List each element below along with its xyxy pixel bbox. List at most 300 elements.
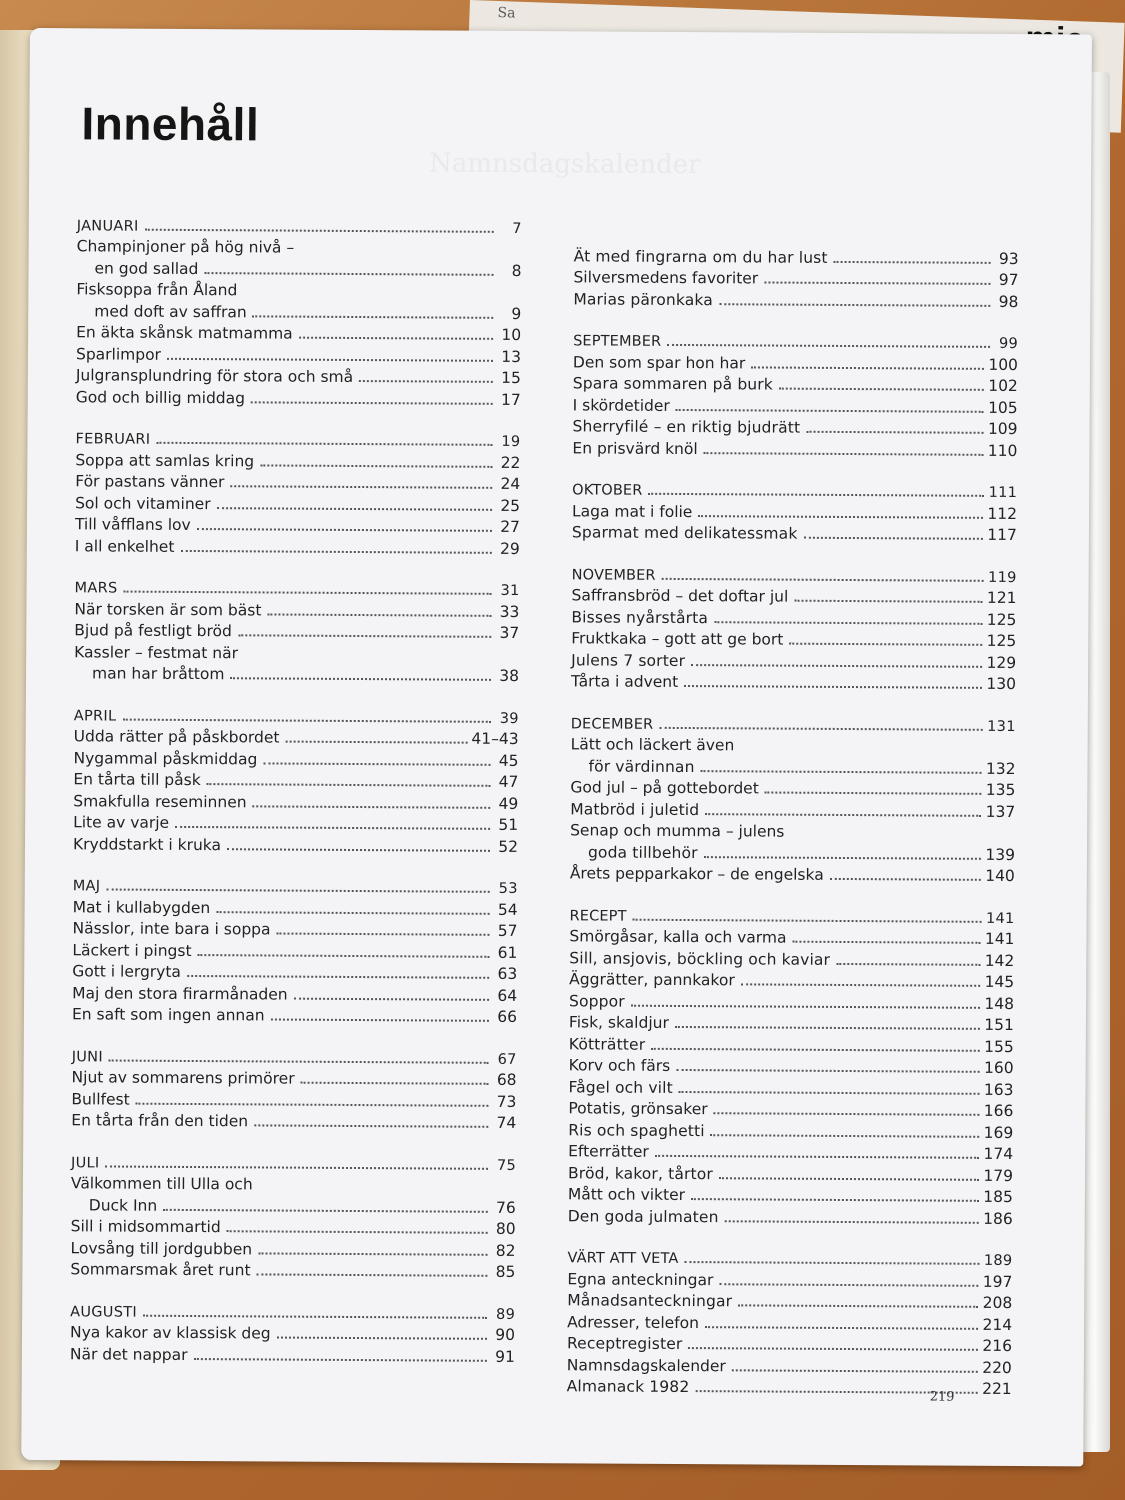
dot-leader: [701, 755, 982, 774]
dot-leader: [765, 777, 982, 795]
toc-entry: [73, 894, 518, 918]
toc-page-number: 105: [988, 398, 1018, 417]
toc-entry: [568, 1096, 1013, 1120]
dot-leader: [651, 1032, 980, 1051]
dot-leader: [123, 576, 491, 595]
dot-leader: [198, 939, 490, 958]
toc-entry: [571, 626, 1016, 650]
dot-leader: [106, 873, 489, 892]
toc-entry-title: Njut av sommarens primörer: [71, 1068, 295, 1088]
toc-entry-title: OKTOBER: [572, 482, 643, 499]
dot-leader: [180, 534, 491, 553]
dot-leader: [714, 1097, 980, 1116]
dot-leader: [648, 478, 984, 497]
toc-entry: [72, 937, 517, 961]
toc-page-number: 102: [988, 376, 1018, 396]
toc-entry-title: Nässlor, inte bara i soppa: [72, 919, 271, 939]
dot-leader: [238, 619, 492, 638]
toc-entry-title: Sparmat med delikatessmak: [571, 523, 798, 543]
dot-leader: [143, 1299, 487, 1318]
toc-page-number: 76: [496, 1198, 516, 1217]
toc-month-heading: [70, 1298, 515, 1322]
toc-entry-title: Smakfulla reseminnen: [73, 791, 247, 811]
toc-entry: [568, 1139, 1013, 1163]
toc-entry: [71, 1214, 516, 1238]
toc-page-number: 93: [998, 249, 1019, 268]
toc-page-number: 100: [988, 355, 1019, 374]
dot-leader: [741, 968, 981, 986]
toc-entry-title: I all enkelhet: [74, 536, 175, 556]
toc-entry-title: Lite av varje: [73, 813, 170, 832]
dot-leader: [167, 342, 493, 361]
toc-page-number: 22: [500, 453, 521, 472]
toc-page-number: 141: [984, 929, 1015, 949]
dot-leader: [711, 1119, 980, 1138]
dot-leader: [243, 280, 493, 297]
toc-entry-title: APRIL: [73, 707, 117, 725]
toc-entry-title: En tårta från den tiden: [71, 1111, 249, 1131]
toc-entry: [567, 1309, 1012, 1333]
toc-entry: [75, 512, 520, 536]
toc-section: [571, 561, 1017, 693]
toc-entry: [72, 980, 517, 1004]
toc-page-number: 66: [497, 1007, 518, 1026]
toc-entry-title: MARS: [74, 580, 118, 597]
toc-page-number: 129: [986, 653, 1017, 672]
toc-entry: [77, 234, 522, 258]
toc-entry-title: Duck Inn: [88, 1195, 158, 1215]
dot-leader: [725, 1205, 980, 1224]
toc-entry: [71, 1171, 516, 1195]
newspaper-snippet: Sa: [497, 4, 516, 22]
dot-leader: [145, 213, 494, 232]
toc-entry-title: Namnsdagskalender: [566, 1355, 726, 1375]
toc-page-number: 174: [983, 1144, 1014, 1164]
toc-page-number: 31: [500, 582, 520, 600]
toc-entry-title: När torsken är som bäst: [74, 599, 262, 619]
dot-leader: [251, 386, 493, 404]
toc-right-column: [567, 243, 1019, 1418]
toc-entry-title: Sol och vitaminer: [75, 493, 211, 513]
dot-leader: [217, 492, 493, 511]
dot-leader: [688, 1332, 978, 1351]
toc-entry: [74, 661, 519, 685]
toc-month-heading: [74, 702, 519, 726]
toc-entry-title: VÄRT ATT VETA: [567, 1250, 679, 1267]
toc-entry: [569, 967, 1014, 991]
dot-leader: [719, 1268, 979, 1287]
dot-leader: [705, 1311, 979, 1330]
dot-leader: [230, 662, 491, 681]
toc-entry-title: Kassler – festmat när: [74, 642, 239, 662]
toc-page-number: 90: [495, 1325, 516, 1344]
toc-entry: [570, 775, 1015, 799]
toc-entry-title: MAJ: [72, 878, 101, 895]
toc-entry-title: Fisksoppa från Åland: [76, 280, 238, 300]
toc-page-number: 208: [982, 1293, 1013, 1313]
toc-page-number: 9: [511, 304, 522, 323]
dot-leader: [667, 329, 990, 348]
toc-page-number: 119: [988, 569, 1017, 586]
toc-section: [568, 902, 1015, 1227]
toc-section: [74, 575, 520, 685]
toc-page-number: 166: [983, 1101, 1014, 1121]
toc-page-number: 112: [987, 504, 1018, 523]
toc-section: [73, 702, 519, 855]
dot-leader: [803, 522, 983, 540]
toc-entry-title: Lovsång till jordgubben: [70, 1238, 253, 1258]
toc-page-number: 82: [495, 1241, 516, 1260]
toc-entry: [76, 320, 521, 344]
toc-page-number: 7: [512, 220, 522, 237]
toc-page-number: 151: [984, 1015, 1014, 1035]
toc-page-number: 67: [497, 1051, 517, 1068]
dot-leader: [136, 1087, 489, 1106]
toc-entry: [569, 945, 1014, 969]
toc-page-number: 169: [983, 1123, 1014, 1142]
toc-month-heading: [572, 477, 1017, 501]
toc-section: [572, 328, 1018, 460]
toc-page-number: 53: [498, 880, 518, 897]
toc-entry-title: Maj den stora firarmånaden: [72, 983, 288, 1004]
toc-page-number: 214: [982, 1315, 1013, 1334]
toc-page-number: 38: [499, 666, 520, 685]
toc-page-number: 19: [501, 433, 521, 451]
toc-entry: [568, 1203, 1013, 1227]
dot-leader: [299, 322, 494, 340]
toc-entry: [570, 839, 1015, 863]
dot-leader: [258, 1237, 488, 1255]
dot-leader: [790, 822, 987, 838]
dot-leader: [691, 649, 982, 668]
dot-leader: [230, 470, 492, 489]
dot-leader: [271, 1003, 489, 1021]
dot-leader: [263, 747, 490, 765]
dot-leader: [285, 726, 467, 744]
toc-page-number: 64: [497, 986, 518, 1005]
dot-leader: [779, 373, 984, 391]
toc-entry: [73, 810, 518, 834]
toc-entry: [571, 647, 1016, 671]
toc-entry-title: För pastans vänner: [75, 472, 225, 492]
toc-section: [71, 1043, 517, 1132]
dot-leader: [197, 513, 492, 532]
toc-entry-title: Soppor: [569, 991, 625, 1011]
toc-page-number: 132: [985, 759, 1016, 778]
toc-page-number: 89: [496, 1306, 516, 1323]
toc-entry: [573, 414, 1018, 438]
toc-page-number: 74: [496, 1113, 517, 1132]
dot-leader: [679, 1075, 980, 1094]
toc-month-heading: [75, 426, 520, 450]
toc-entry: [574, 243, 1019, 267]
toc-month-heading: [72, 1043, 517, 1067]
toc-page-number: 135: [985, 780, 1016, 800]
toc-entry-title: Ris och spaghetti: [568, 1120, 705, 1140]
toc-entry-title: AUGUSTI: [70, 1303, 138, 1321]
toc-entry-title: Tårta i advent: [570, 672, 679, 691]
toc-entry-title: En tårta till påsk: [73, 770, 201, 790]
toc-entry: [76, 277, 521, 301]
toc-page-number: 61: [497, 943, 518, 962]
toc-month-heading: [570, 902, 1015, 926]
toc-entry-title: Lätt och läckert även: [570, 735, 735, 755]
toc-page-number: 8: [511, 261, 522, 280]
toc-entry-title: NOVEMBER: [571, 566, 656, 584]
dot-leader: [109, 1044, 489, 1063]
toc-entry: [572, 435, 1017, 459]
toc-page-number: 25: [500, 496, 521, 515]
toc-entry: [74, 724, 519, 748]
toc-section: [572, 477, 1017, 544]
toc-entry: [573, 392, 1018, 416]
toc-entry-title: Kötträtter: [568, 1034, 646, 1054]
toc-entry-title: Läckert i pingst: [72, 940, 192, 960]
toc-entry: [569, 988, 1014, 1012]
dot-leader: [277, 918, 490, 936]
toc-entry: [567, 1266, 1012, 1290]
dot-leader: [260, 449, 492, 467]
toc-month-heading: [73, 873, 518, 897]
dot-leader: [194, 1343, 487, 1362]
toc-page-number: 29: [500, 539, 520, 558]
toc-entry: [76, 384, 521, 408]
toc-page-number: 137: [985, 802, 1016, 821]
toc-section: [570, 710, 1016, 885]
dot-leader: [691, 1183, 979, 1202]
dot-leader: [740, 735, 987, 752]
dot-leader: [277, 1322, 487, 1340]
toc-page-number: 111: [988, 484, 1018, 502]
toc-page-number: 125: [986, 631, 1017, 651]
toc-entry-title: Bullfest: [71, 1089, 130, 1109]
dot-leader: [216, 896, 490, 915]
toc-entry-title: FEBRUARI: [75, 431, 151, 448]
toc-month-heading: [75, 575, 520, 599]
toc-entry-title: Sparlimpor: [75, 344, 162, 364]
toc-entry-title: En prisvärd knöl: [572, 438, 698, 458]
toc-entry: [570, 753, 1015, 777]
toc-page-number: 160: [984, 1058, 1014, 1078]
toc-entry-title: Bisses nyårstårta: [571, 607, 709, 627]
toc-entry-title: med doft av saffran: [94, 301, 247, 321]
toc-page-number: 121: [986, 588, 1017, 608]
dot-leader: [662, 562, 985, 581]
toc-page-number: 15: [501, 368, 521, 388]
toc-entry: [568, 1160, 1013, 1184]
toc-entry-title: Silversmedens favoriter: [573, 268, 759, 288]
toc-month-heading: [571, 710, 1016, 734]
toc-page-number: 73: [496, 1092, 517, 1111]
toc-entry: [76, 341, 521, 365]
dot-leader: [633, 903, 982, 922]
dot-leader: [676, 393, 984, 412]
toc-page-number: 141: [985, 910, 1015, 927]
toc-entry-title: Julens 7 sorter: [571, 650, 686, 670]
toc-page-number: 140: [985, 866, 1015, 886]
toc-entry-title: man har bråttom: [92, 664, 225, 684]
toc-page-number: 109: [987, 419, 1018, 439]
toc-page-number: 45: [498, 751, 519, 770]
toc-entry: [71, 1108, 516, 1132]
toc-entry: [76, 298, 521, 322]
dot-leader: [204, 257, 493, 276]
toc-page-number: 99: [998, 335, 1019, 353]
toc-section: [76, 212, 522, 408]
toc-page-number: 63: [497, 964, 518, 983]
toc-entry-title: Laga mat i folie: [572, 501, 693, 521]
toc-entry-title: Gott i lergryta: [72, 962, 182, 981]
toc-entry-title: JANUARI: [76, 217, 139, 235]
toc-entry: [75, 469, 520, 493]
toc-entry: [571, 583, 1016, 607]
dot-leader: [267, 598, 491, 616]
toc-entry: [573, 371, 1018, 395]
toc-page-number: 186: [983, 1209, 1013, 1228]
dot-leader: [704, 437, 984, 456]
dot-leader: [719, 288, 991, 307]
toc-entry: [73, 745, 518, 769]
toc-entry-title: DECEMBER: [570, 715, 654, 733]
toc-entry: [569, 924, 1014, 948]
toc-page-number: 24: [500, 474, 521, 494]
toc-entry-title: SEPTEMBER: [573, 333, 662, 350]
toc-entry-title: När det nappar: [69, 1344, 188, 1364]
toc-entry: [76, 363, 521, 387]
toc-entry: [568, 1074, 1013, 1098]
dot-leader: [794, 585, 983, 603]
toc-entry-title: Sill i midsommartid: [70, 1217, 221, 1237]
toc-entry: [74, 618, 519, 642]
toc-section: [72, 873, 518, 1026]
toc-entry: [567, 1331, 1012, 1355]
dot-leader: [836, 947, 981, 965]
toc-month-heading: [77, 212, 522, 236]
toc-entry: [567, 1288, 1012, 1312]
toc-entry-title: RECEPT: [569, 907, 627, 925]
toc-page-number: 54: [497, 900, 518, 919]
toc-page-number: 49: [498, 794, 519, 813]
toc-entry-title: JULI: [71, 1154, 100, 1171]
toc-entry: [75, 533, 520, 557]
toc-entry-title: Udda rätter på påskbordet: [73, 727, 280, 747]
toc-page-number: 148: [984, 994, 1015, 1013]
dot-leader: [227, 833, 490, 852]
dot-leader: [254, 1109, 488, 1127]
toc-entry-title: God och billig middag: [75, 387, 246, 407]
toc-entry-title: Sill, ansjovis, böckling och kaviar: [569, 948, 831, 969]
toc-section: [75, 426, 521, 558]
toc-page-number: 130: [986, 674, 1017, 694]
toc-entry: [571, 732, 1016, 756]
toc-month-heading: [572, 561, 1017, 585]
toc-month-heading: [567, 1245, 1012, 1269]
toc-entry-title: Mat i kullabygden: [72, 897, 211, 917]
toc-entry-title: Marias päronkaka: [573, 289, 713, 309]
toc-entry: [70, 1235, 515, 1259]
toc-entry-title: Sherryfilé – en riktig bjudrätt: [572, 417, 801, 437]
toc-entry: [567, 1352, 1012, 1376]
toc-page-number: 68: [496, 1070, 517, 1089]
toc-entry-title: Månadsanteckningar: [567, 1291, 733, 1311]
toc-page-number: 91: [495, 1347, 515, 1366]
toc-entry-title: Årets pepparkakor – de engelska: [569, 864, 824, 884]
toc-entry: [568, 1182, 1013, 1206]
toc-entry: [73, 788, 518, 812]
toc-entry: [569, 1010, 1014, 1034]
toc-entry: [72, 1002, 517, 1026]
toc-entry-title: för värdinnan: [588, 756, 695, 776]
dot-leader: [789, 628, 982, 646]
toc-page-number: 145: [984, 972, 1015, 992]
toc-section: [70, 1298, 515, 1365]
toc-section: [70, 1149, 516, 1281]
toc-entry-title: Nygammal påskmiddag: [73, 748, 258, 768]
toc-entry: [573, 349, 1018, 373]
toc-entry-title: Bröd, kakor, tårtor: [567, 1163, 713, 1183]
toc-entry-title: Potatis, grönsaker: [568, 1099, 708, 1119]
toc-page-number: 52: [498, 837, 519, 856]
toc-entry-title: Bjud på festligt bröd: [74, 621, 232, 641]
toc-entry: [75, 447, 520, 471]
dot-leader: [207, 768, 491, 787]
dot-leader: [175, 811, 490, 830]
book-page: [21, 28, 1092, 1466]
toc-page-number: 75: [496, 1157, 517, 1174]
dot-leader: [294, 982, 490, 1000]
toc-page-number: 139: [985, 845, 1016, 864]
toc-entry-title: Sommarsmak året runt: [70, 1260, 251, 1280]
dot-leader: [806, 416, 984, 434]
dot-leader: [834, 245, 991, 263]
toc-entry: [74, 596, 519, 620]
toc-entry-title: en god sallad: [94, 258, 199, 278]
dot-leader: [792, 926, 980, 944]
toc-entry-title: Äggrätter, pannkakor: [569, 970, 735, 990]
toc-page-number: 185: [983, 1187, 1013, 1207]
toc-entry: [70, 1341, 515, 1365]
toc-entry-title: goda tillbehör: [587, 842, 698, 862]
toc-page-number: 110: [987, 441, 1018, 460]
toc-entry: [568, 1117, 1013, 1141]
toc-entry-title: Ät med fingrarna om du har lust: [573, 246, 828, 267]
toc-entry: [70, 1257, 515, 1281]
toc-page-number: 189: [983, 1252, 1013, 1270]
toc-page-number: 27: [500, 517, 521, 537]
toc-entry: [73, 767, 518, 791]
toc-entry: [72, 1065, 517, 1089]
dot-leader: [676, 1054, 980, 1073]
dot-leader: [156, 427, 492, 446]
toc-entry: [571, 604, 1016, 628]
toc-page-number: 97: [998, 270, 1019, 290]
toc-page-number: 216: [982, 1336, 1013, 1356]
toc-entry: [74, 639, 519, 663]
toc-page-number: 155: [984, 1037, 1014, 1056]
toc-page-number: 47: [498, 772, 519, 791]
toc-page-number: 179: [983, 1166, 1014, 1185]
toc-page-number: 98: [998, 292, 1019, 311]
dot-leader: [253, 300, 494, 318]
toc-page-number: 10: [501, 325, 522, 345]
toc-page-number: 39: [499, 710, 519, 727]
toc-month-heading: [71, 1149, 516, 1173]
toc-page-number: 220: [982, 1358, 1012, 1377]
dot-leader: [719, 1162, 980, 1181]
toc-page-number: 37: [499, 623, 520, 643]
toc-entry-title: Nya kakor av klassisk deg: [69, 1323, 271, 1343]
toc-page-number: 17: [500, 390, 521, 409]
